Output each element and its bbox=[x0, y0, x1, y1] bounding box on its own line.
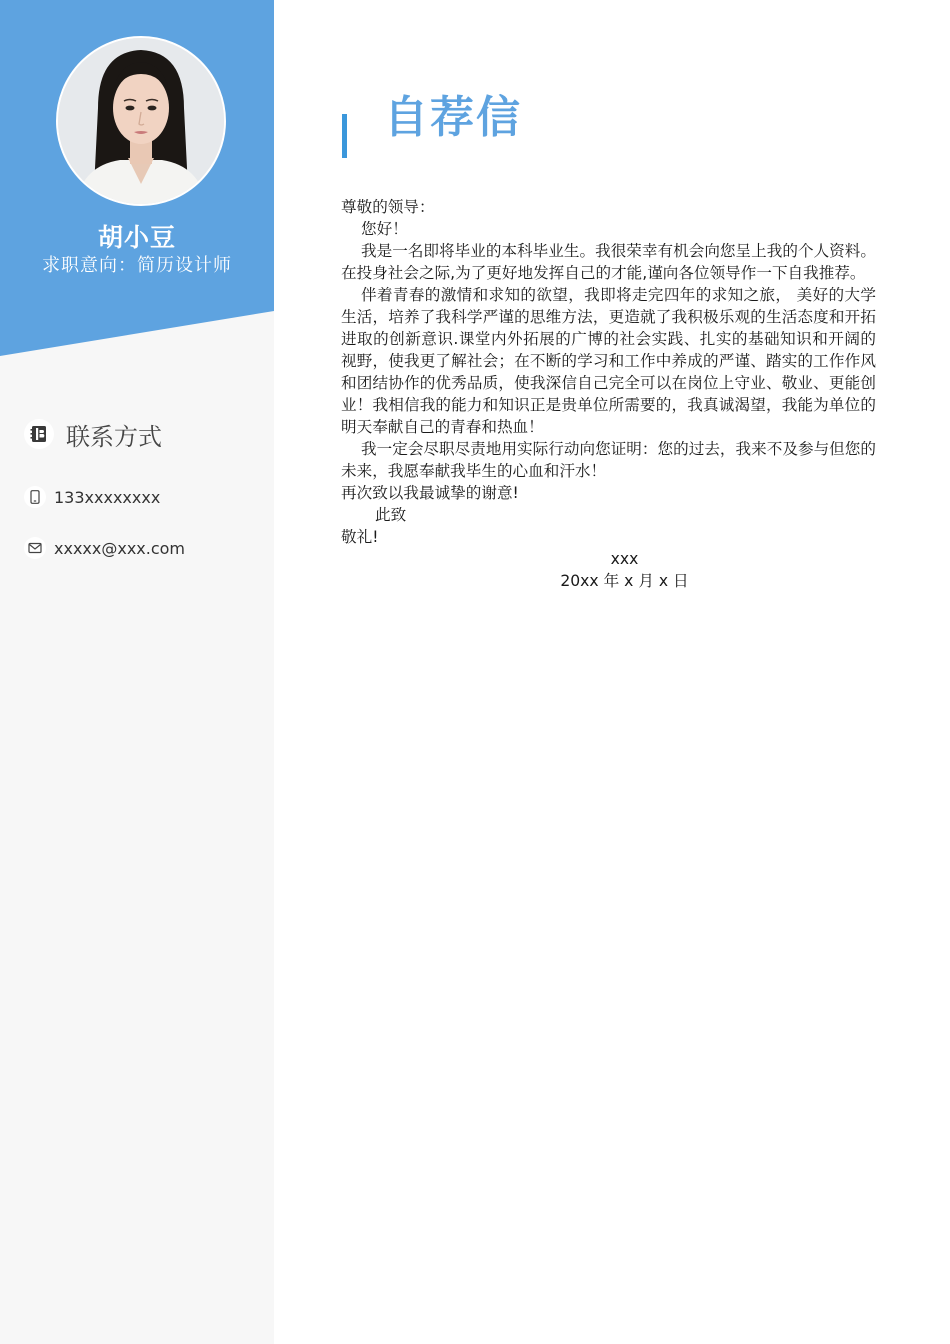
email-address: xxxxx@xxx.com bbox=[54, 538, 186, 558]
salutation: 尊敬的领导： bbox=[341, 198, 435, 216]
signature-name: xxx bbox=[610, 550, 639, 568]
contact-heading bbox=[24, 414, 162, 454]
title-accent-bar bbox=[342, 114, 347, 158]
sidebar bbox=[0, 0, 274, 1344]
profile-photo bbox=[58, 38, 224, 204]
letter-paragraph-1: 我是一名即将毕业的本科毕业生。我很荣幸有机会向您呈上我的个人资料。在投身社会之际,为了更好地发挥自己的才能,谨向各位领导作一下自我推荐。 bbox=[341, 242, 876, 282]
letter-paragraph-3: 我一定会尽职尽责地用实际行动向您证明：您的过去，我来不及参与但您的未来，我愿奉献我毕生的心血和汗水！ bbox=[341, 440, 876, 480]
candidate-name: 胡小豆 bbox=[97, 223, 176, 252]
letter-paragraph-2: 伴着青春的激情和求知的欲望，我即将走完四年的求知之旅， 美好的大学生活，培养了我科学严谨的思维方法，更造就了我积极乐观的生活态度和开拓进取的创新意识.课堂内外拓展的广博的社会实践、扎实的基础知识和开阔的视野，使我更了解社会；在不断的学习和工作中养成的严谨、踏实的工作作风和团结协作的优秀品质，使我深信自己完全可以在岗位上守业、敬业、更能创业！我相信我的能力和知识正是贵单位所需要的，我真诚渴望，我能为单位的明天奉献自己的青春和热血！ bbox=[341, 286, 876, 436]
greeting: 您好！ bbox=[361, 220, 408, 238]
contact-book-icon bbox=[24, 419, 54, 449]
cover-letter bbox=[341, 196, 876, 592]
thanks-line: 再次致以我最诚挚的谢意! bbox=[341, 484, 519, 502]
signature-date: 20xx 年 x 月 x 日 bbox=[560, 572, 689, 590]
page-title: 自荐信 bbox=[384, 92, 522, 143]
mail-icon bbox=[24, 537, 46, 559]
job-objective: 求职意向：简历设计师 bbox=[42, 255, 232, 276]
closing-line-2: 敬礼! bbox=[341, 528, 379, 546]
contact-email bbox=[24, 536, 185, 560]
phone-icon bbox=[24, 486, 46, 508]
contact-heading-text: 联系方式 bbox=[66, 422, 162, 451]
contact-phone bbox=[24, 485, 160, 509]
avatar bbox=[56, 36, 226, 206]
closing-line-1: 此致 bbox=[375, 506, 407, 524]
phone-number: 133xxxxxxxx bbox=[54, 487, 161, 507]
